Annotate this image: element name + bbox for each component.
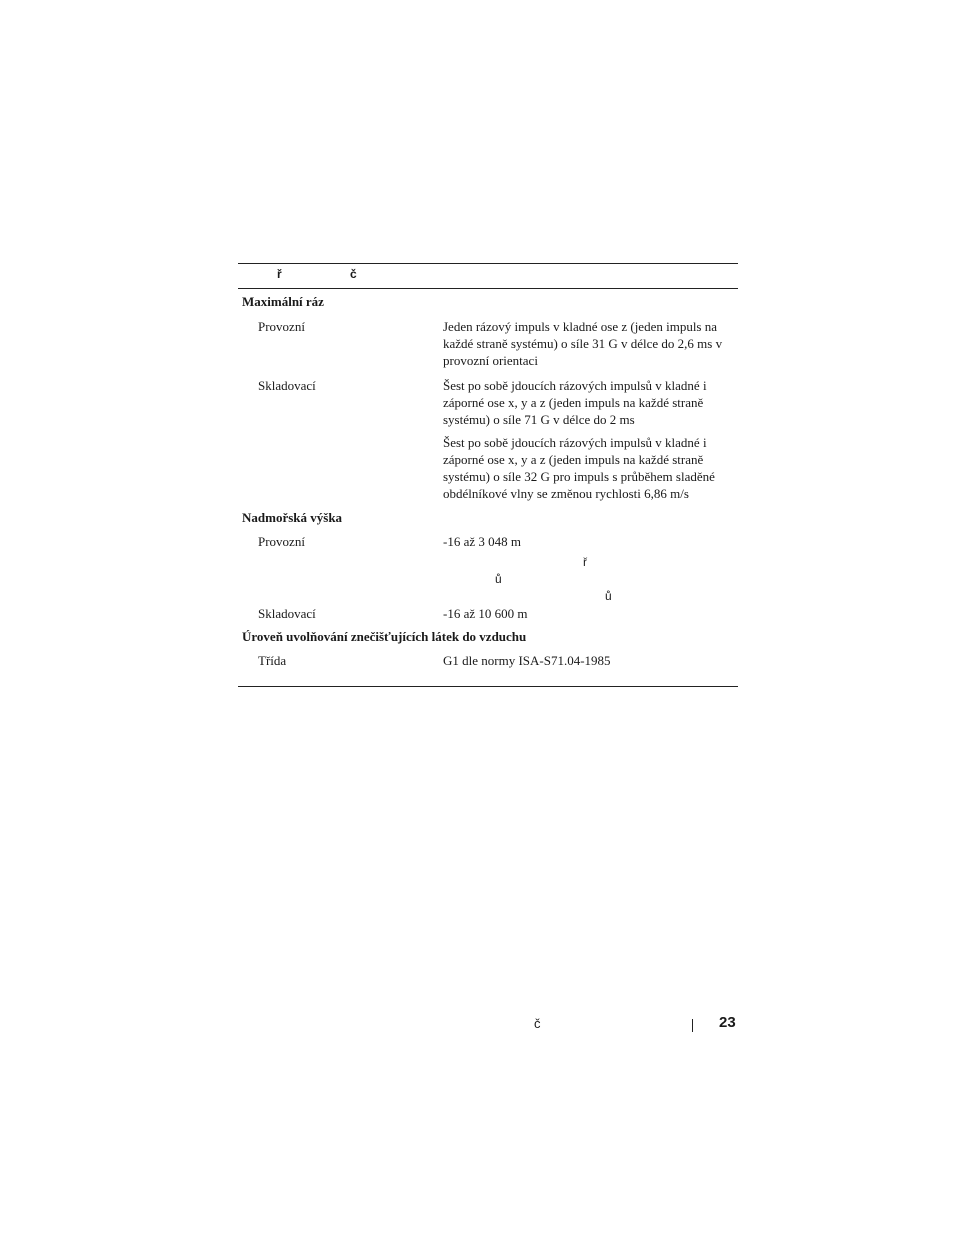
section-title-shock: Maximální ráz: [242, 294, 324, 309]
table-header-fragment: č: [350, 267, 357, 281]
altitude-note: [238, 550, 738, 602]
row-value: G1 dle normy ISA-S71.04-1985: [443, 653, 611, 668]
section-title-contaminants: Úroveň uvolňování znečišťujících látek do vzduchu: [242, 629, 527, 644]
row-value: Šest po sobě jdoucích rázových impulsů v kladné i záporné ose x, y a z (jeden impuls na každé straně systému) o síle 32 G pro impuls s průběhem sladěné obdélníkové vlny se změnou rychlosti 6,86 m/s: [443, 435, 715, 501]
row-value: -16 až 10 600 m: [443, 606, 528, 621]
note-fragment: ř: [583, 555, 587, 569]
row-label: Provozní: [258, 319, 305, 334]
table-row: [238, 318, 738, 369]
page-number: 23: [719, 1014, 736, 1031]
table-bottom-rule: [238, 686, 738, 687]
footer-divider: [692, 1019, 693, 1032]
table-header-fragment: ř: [277, 267, 282, 281]
table-row: [238, 652, 738, 669]
row-label: Provozní: [258, 534, 305, 549]
row-value: Šest po sobě jdoucích rázových impulsů v kladné i záporné ose x, y a z (jeden impuls na každé straně systému) o síle 71 G v délce do 2 ms: [443, 378, 707, 427]
row-label: Skladovací: [258, 378, 316, 393]
row-label: Třída: [258, 653, 287, 668]
row-value: Jeden rázový impuls v kladné ose z (jeden impuls na každé straně systému) o síle 31 G v délce do 2,6 ms v provozní orientaci: [443, 319, 723, 368]
note-fragment: ů: [605, 589, 612, 603]
table-row: [238, 434, 738, 502]
note-fragment: ů: [495, 572, 502, 586]
section-title-altitude: Nadmořská výška: [242, 510, 343, 525]
table-row: [238, 377, 738, 428]
table-header-row: [238, 264, 738, 289]
row-value: -16 až 3 048 m: [443, 534, 521, 549]
table-row: [238, 605, 738, 622]
table-row: [238, 533, 738, 550]
specifications-table: [238, 263, 738, 669]
row-label: Skladovací: [258, 606, 316, 621]
footer-fragment: č: [534, 1016, 541, 1031]
